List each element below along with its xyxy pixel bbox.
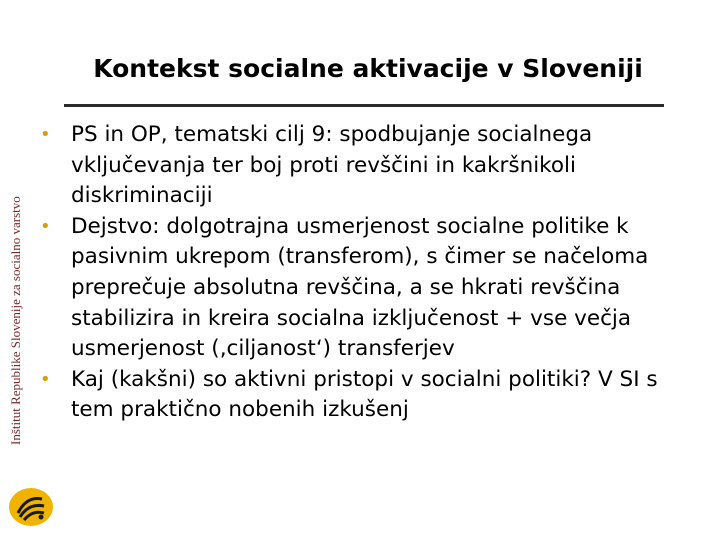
bullet-list	[40, 120, 700, 426]
bullet-item	[40, 120, 700, 212]
bullet-dot-icon: •	[40, 215, 51, 237]
slide-title: Kontekst socialne aktivacije v Sloveniji	[93, 54, 643, 83]
title-underline	[64, 104, 664, 107]
bullet-dot-icon: •	[40, 368, 51, 390]
institute-logo-icon	[8, 487, 54, 527]
bullet-text: Dejstvo: dolgotrajna usmerjenost socialne politike k pasivnim ukrepom (transferom), s čimer se načeloma preprečuje absolutna revščina, a se hkrati revščina stabilizira in kreira socialna izključenost + vse večja usmerjenost (‚ciljanost‘) transferjev	[71, 213, 649, 362]
bullet-dot-icon: •	[40, 124, 51, 145]
bullet-item	[40, 212, 700, 365]
bullet-item	[40, 365, 700, 426]
side-institute-label: Inštitut Republike Slovenije za socialno varstvo	[8, 196, 23, 445]
bullet-text: PS in OP, tematski cilj 9: spodbujanje socialnega vključevanja ter boj proti revščini in kakršnikoli diskriminaciji	[71, 122, 593, 209]
bullet-text: Kaj (kakšni) so aktivni pristopi v socialni politiki? V SI s tem praktično nobenih izkušenj	[71, 366, 658, 423]
